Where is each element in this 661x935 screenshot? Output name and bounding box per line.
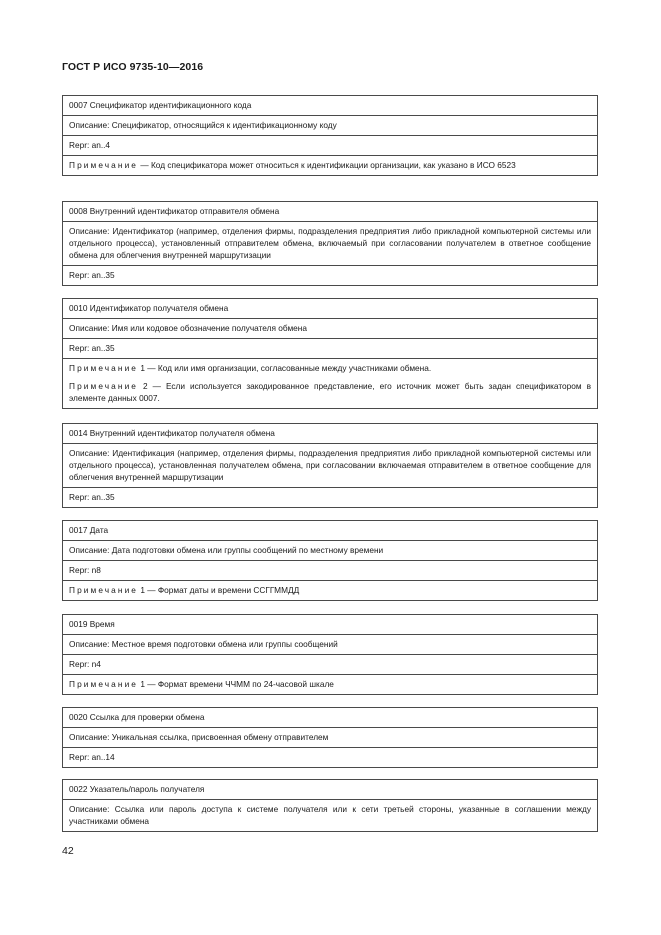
element-title: 0007 Спецификатор идентификационного кода — [69, 100, 252, 110]
element-notes — [63, 358, 597, 408]
element-description: Описание: Ссылка или пароль доступа к системе получателя или к сети третьей стороны, указанные в соглашении между участниками обмена — [63, 799, 597, 831]
element-notes — [63, 155, 597, 175]
element-title: 0022 Указатель/пароль получателя — [69, 784, 205, 794]
element-title: 0020 Ссылка для проверки обмена — [69, 712, 205, 722]
note-label: Примечание — [69, 381, 139, 391]
data-element-0017 — [62, 520, 598, 601]
element-notes — [63, 674, 597, 694]
note — [69, 362, 591, 374]
note — [69, 678, 591, 690]
note — [69, 584, 591, 596]
element-title: 0017 Дата — [69, 525, 109, 535]
note-text: 2 — Если используется закодированное представление, его источник может быть задан спецификатором в элементе данных 0007. — [69, 381, 591, 403]
element-repr: Repr: n8 — [63, 560, 597, 580]
note — [69, 159, 591, 171]
data-element-0007 — [62, 95, 598, 176]
element-description: Описание: Идентификация (например, отделения фирмы, подразделения предприятия либо прикладной компьютерной системы или отдельного процесса), установленная получателем обмена, при согласовании включаемая отправителем в ответное сообщение для облегчения внутренней маршрутизации — [63, 443, 597, 487]
note-label: Примечание — [69, 160, 139, 170]
note-text: 1 — Формат времени ЧЧММ по 24-часовой шкале — [138, 679, 334, 689]
element-description: Описание: Спецификатор, относящийся к идентификационному коду — [63, 115, 597, 135]
note-text: 1 — Код или имя организации, согласованные между участниками обмена. — [138, 363, 432, 373]
data-element-0020 — [62, 707, 598, 768]
element-title: 0010 Идентификатор получателя обмена — [69, 303, 229, 313]
element-title: 0008 Внутренний идентификатор отправителя обмена — [69, 206, 280, 216]
note-label: Примечание — [69, 363, 139, 373]
data-element-0022 — [62, 779, 598, 832]
data-element-0014 — [62, 423, 598, 508]
note — [69, 380, 591, 404]
data-element-0019 — [62, 614, 598, 695]
page-number: 42 — [62, 845, 74, 857]
element-description: Описание: Дата подготовки обмена или группы сообщений по местному времени — [63, 540, 597, 560]
element-repr: Repr: an..35 — [63, 265, 597, 285]
note-label: Примечание — [69, 679, 139, 689]
element-repr: Repr: n4 — [63, 654, 597, 674]
element-title: 0019 Время — [69, 619, 115, 629]
data-element-0010 — [62, 298, 598, 409]
element-description: Описание: Имя или кодовое обозначение получателя обмена — [63, 318, 597, 338]
element-description: Описание: Местное время подготовки обмена или группы сообщений — [63, 634, 597, 654]
element-description: Описание: Уникальная ссылка, присвоенная обмену отправителем — [63, 727, 597, 747]
document-header: ГОСТ Р ИСО 9735-10—2016 — [62, 61, 204, 73]
element-title: 0014 Внутренний идентификатор получателя обмена — [69, 428, 275, 438]
element-notes — [63, 580, 597, 600]
note-label: Примечание — [69, 585, 139, 595]
element-repr: Repr: an..35 — [63, 487, 597, 507]
element-repr: Repr: an..35 — [63, 338, 597, 358]
note-text: 1 — Формат даты и времени ССГГММДД — [138, 585, 300, 595]
note-text: — Код спецификатора может относиться к идентификации организации, как указано в ИСО 6523 — [138, 160, 516, 170]
data-element-0008 — [62, 201, 598, 286]
element-repr: Repr: an..14 — [63, 747, 597, 767]
element-description: Описание: Идентификатор (например, отделения фирмы, подразделения предприятия либо прикладной компьютерной системы или отдельного процесса), установленный отправителем обмена, включаемый при согласовании получателем в ответное сообщение обмена для облегчения внутренней маршрутизации — [63, 221, 597, 265]
element-repr: Repr: an..4 — [63, 135, 597, 155]
